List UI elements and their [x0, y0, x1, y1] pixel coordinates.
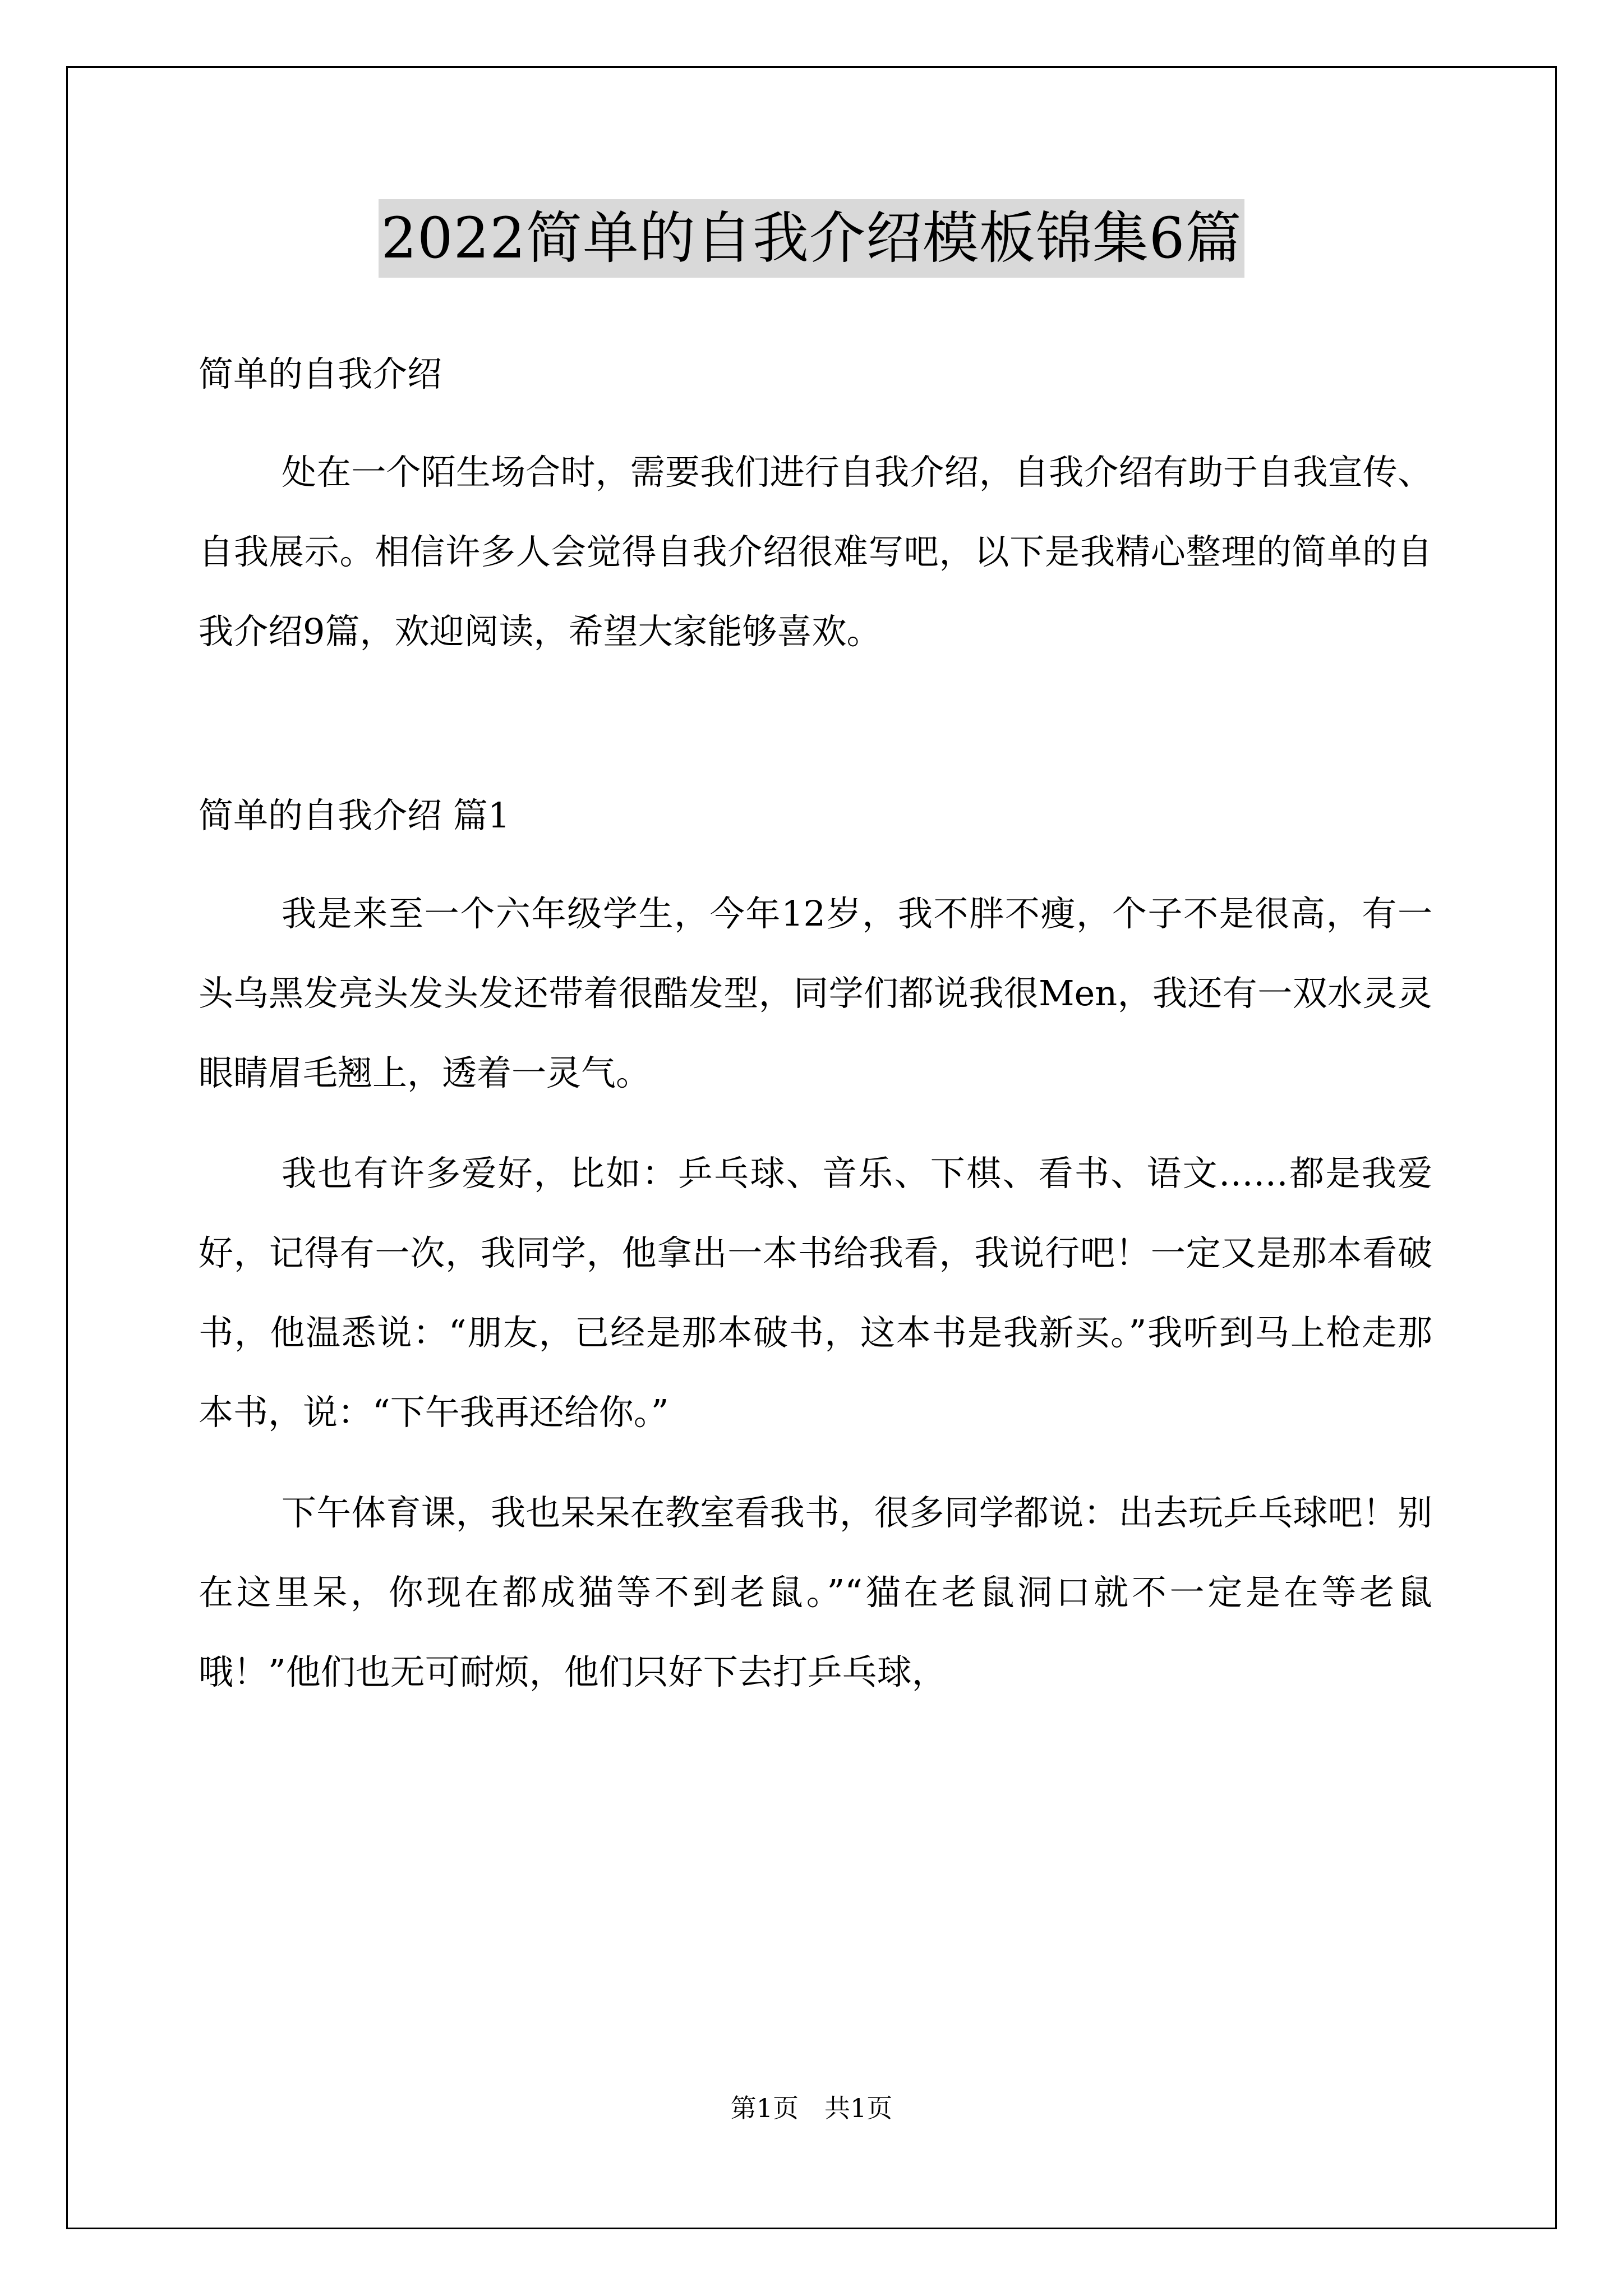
document-title: 2022简单的自我介绍模板锦集6篇	[379, 199, 1244, 278]
paragraph-part1-1: 我是来至一个六年级学生，今年12岁，我不胖不瘦，个子不是很高，有一头乌黑发亮头发头发还带着很酷发型，同学们都说我很Men，我还有一双水灵灵眼睛眉毛翘上，透着一灵气。	[199, 893, 1432, 1093]
paragraph-intro: 处在一个陌生场合时，需要我们进行自我介绍，自我介绍有助于自我宣传、自我展示。相信许多人会觉得自我介绍很难写吧，以下是我精心整理的简单的自我介绍9篇，欢迎阅读，希望大家能够喜欢。	[199, 452, 1432, 652]
paragraph-part1-3: 下午体育课，我也呆呆在教室看我书，很多同学都说：出去玩乒乓球吧！别在这里呆，你现在都成猫等不到老鼠。”“猫在老鼠洞口就不一定是在等老鼠哦！”他们也无可耐烦，他们只好下去打乒乓球，	[199, 1492, 1432, 1692]
document-body	[199, 337, 1432, 1712]
section-heading-part1: 简单的自我介绍 篇1	[199, 795, 510, 836]
page-footer: 第1页 共1页	[730, 2093, 893, 2123]
section-heading-intro: 简单的自我介绍	[199, 353, 442, 394]
title-area	[0, 199, 1623, 278]
paragraph-part1-2: 我也有许多爱好，比如：乒乓球、音乐、下棋、看书、语文……都是我爱好，记得有一次，我同学，他拿出一本书给我看，我说行吧！一定又是那本看破书，他温悉说：“朋友，已经是那本破书，这本书是我新买。”我听到马上枪走那本书，说：“下午我再还给你。”	[199, 1153, 1432, 1433]
